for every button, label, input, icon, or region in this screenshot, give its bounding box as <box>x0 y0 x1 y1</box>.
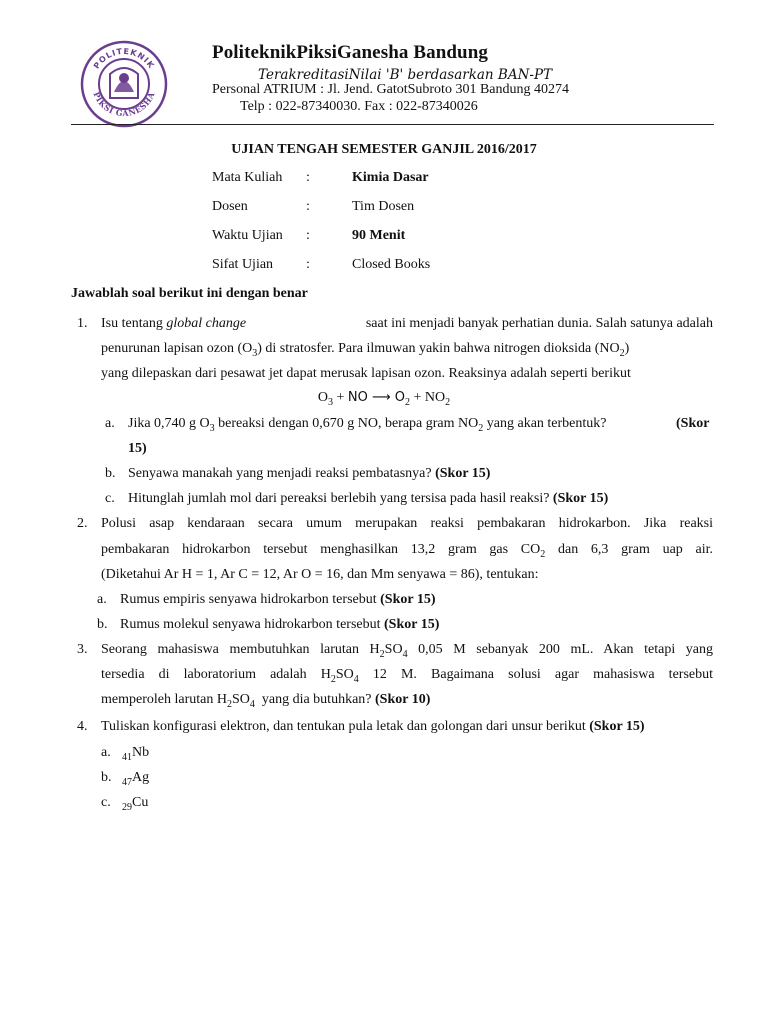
question-number: 2. <box>77 516 88 531</box>
q3-line-2: tersedia di laboratorium adalah $H_2SO_4$ 12 M. Bagaimana solusi agar mahasiswa tersebut <box>101 667 713 685</box>
logo-text-bottom: PIKSI GANESHA <box>91 90 157 119</box>
subq-label: b. <box>101 770 112 785</box>
q1-italic: global change <box>166 316 247 331</box>
subq-label: a. <box>105 416 115 431</box>
q1-text-rest: saat ini menjadi banyak perhatian dunia. Salah satunya adalah <box>362 316 713 331</box>
address: Personal ATRIUM : Jl. Jend. GatotSubroto 301 Bandung 40274 <box>212 82 569 97</box>
instruction: Jawablah soal berikut ini dengan benar <box>71 286 308 301</box>
q2a-text: Rumus empiris senyawa hidrokarbon tersebut (Skor 15) <box>120 592 436 607</box>
q1-line-2: penurunan lapisan ozon $(O_3)$ di stratosfer. Para ilmuwan yakin bahwa nitrogen dioksida $(NO_2)$ <box>101 341 630 359</box>
info-value: Tim Dosen <box>352 199 415 214</box>
q1a-score-cont: 15) <box>128 441 147 456</box>
info-colon: : <box>306 228 310 243</box>
q2-line-1: Polusi asap kendaraan secara umum merupakan reaksi pembakaran hidrokarbon. Jika reaksi <box>101 516 713 531</box>
q1a-text: Jika 0,740 g $O_3$ bereaksi dengan 0,670 g NO, berapa gram $NO_2$ yang akan terbentuk? <box>128 416 607 434</box>
info-value: Closed Books <box>352 257 431 272</box>
info-label: Dosen <box>212 199 248 214</box>
institution-name: PoliteknikPiksiGanesha Bandung <box>212 42 488 63</box>
info-label: Mata Kuliah <box>212 170 283 185</box>
subq-label: b. <box>97 617 108 632</box>
q3-line-3: memperoleh larutan $H_2SO_4$ yang dia butuhkan? (Skor 10) <box>101 692 431 710</box>
svg-text:PIKSI GANESHA <box>91 90 156 118</box>
info-label: Waktu Ujian <box>212 228 283 243</box>
subq-label: a. <box>101 745 111 760</box>
subq-label: a. <box>97 592 107 607</box>
q1-text: Isu tentang <box>101 316 167 331</box>
subq-label: c. <box>105 491 115 506</box>
institution-logo <box>80 40 168 128</box>
q1b-text: Senyawa manakah yang menjadi reaksi pembatasnya? (Skor 15) <box>128 466 491 481</box>
element-ag: $_{47}$Ag <box>122 770 150 788</box>
exam-title: UJIAN TENGAH SEMESTER GANJIL 2016/2017 <box>231 142 537 157</box>
info-value: 90 Menit <box>352 228 406 243</box>
question-number: 1. <box>77 316 88 331</box>
q2-line-2: pembakaran hidrokarbon tersebut menghasilkan 13,2 gram gas $CO_2$ dan 6,3 gram uap air. <box>101 542 714 560</box>
q1a-score: (Skor <box>676 416 710 431</box>
info-colon: : <box>306 170 310 185</box>
header-divider <box>71 124 714 125</box>
question-number: 3. <box>77 642 88 657</box>
q2-line-3: (Diketahui Ar H = 1, Ar C = 12, Ar O = 16, dan Mm senyawa = 86), tentukan: <box>101 567 539 582</box>
info-value: Kimia Dasar <box>352 170 429 185</box>
reaction-equation: $O_3$ + NO ⟶ $O_2 + NO_2$ <box>317 390 451 408</box>
q4-text: Tuliskan konfigurasi elektron, dan tentukan pula letak dan golongan dari unsur berikut (Skor 15) <box>101 719 645 734</box>
q1-line-1 <box>101 316 713 332</box>
element-cu: $_{29}$Cu <box>122 795 149 813</box>
subq-label: b. <box>105 466 116 481</box>
element-nb: $_{41}$Nb <box>122 745 150 763</box>
q1-line-3: yang dilepaskan dari pesawat jet dapat merusak lapisan ozon. Reaksinya adalah seperti berikut <box>101 366 631 381</box>
q3-line-1: Seorang mahasiswa membutuhkan larutan $H_2SO_4$ 0,05 M sebanyak 200 mL. Akan tetapi yang <box>101 642 713 660</box>
phone-fax: Telp : 022-87340030. Fax : 022-87340026 <box>240 99 478 114</box>
subq-label: c. <box>101 795 111 810</box>
logo-text-top: POLITEKNIK <box>91 46 157 71</box>
accreditation: TerakreditasiNilai 'B' berdasarkan BAN-PT <box>258 67 553 83</box>
q2b-text: Rumus molekul senyawa hidrokarbon tersebut (Skor 15) <box>120 617 440 632</box>
question-number: 4. <box>77 719 88 734</box>
q1c-text: Hitunglah jumlah mol dari pereaksi berlebih yang tersisa pada hasil reaksi? (Skor 15) <box>128 491 609 506</box>
info-colon: : <box>306 257 310 272</box>
info-colon: : <box>306 199 310 214</box>
info-label: Sifat Ujian <box>212 257 274 272</box>
